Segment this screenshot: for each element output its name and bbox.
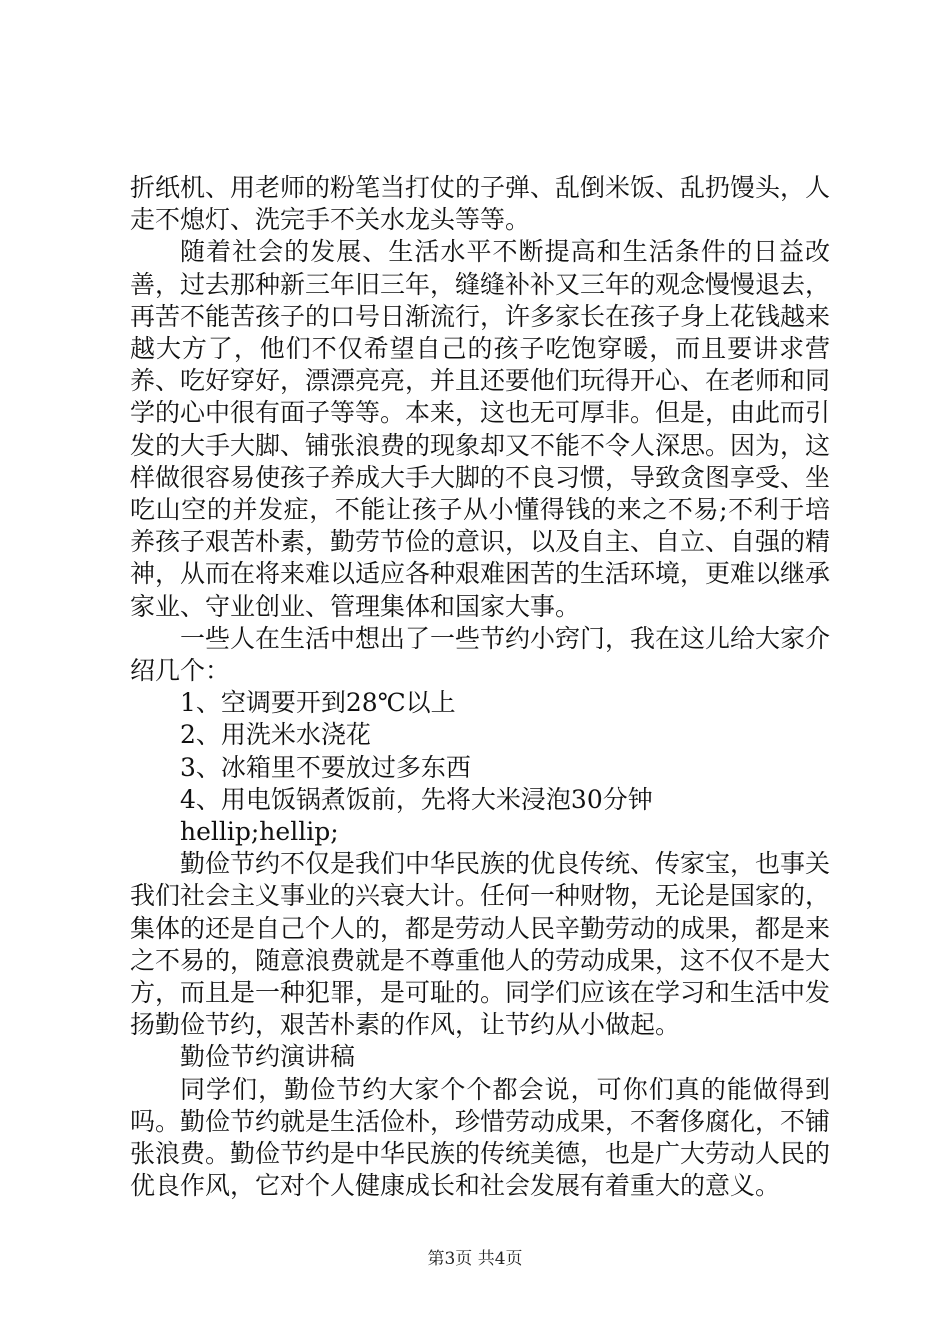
list-item-1: 1、空调要开到28℃以上 (180, 688, 456, 718)
list-item-3: 3、冰箱里不要放过多东西 (180, 752, 471, 782)
section-heading: 勤俭节约演讲稿 (180, 1042, 356, 1072)
paragraph-2: 随着社会的发展、生活水平不断提高和生活条件的日益改善，过去那种新三年旧三年，缝缝补补又三年的观念慢慢退去，再苦不能苦孩子的口号日渐流行，许多家长在孩子身上花钱越来越大方了，他们不仅希望自己的孩子吃饱穿暖，而且要讲求营养、吃好穿好，漂漂亮亮，并且还要他们玩得开心、在老师和同学的心中很有面子等等。本来，这也无可厚非。但是，由此而引发的大手大脚、铺张浪费的现象却又不能不令人深思。因为，这样做很容易使孩子养成大手大脚的不良习惯，导致贪图享受、坐吃山空的并发症，不能让孩子从小懂得钱的来之不易;不利于培养孩子艰苦朴素，勤劳节俭的意识，以及自主、自立、自强的精神，从而在将来难以适应各种艰难困苦的生活环境，更难以继承家业、守业创业、管理集体和国家大事。 (130, 237, 831, 621)
ellipsis-line: hellip;hellip; (180, 817, 339, 847)
document-body (130, 172, 830, 1203)
paragraph-3: 一些人在生活中想出了一些节约小窍门，我在这儿给大家介绍几个： (130, 623, 831, 686)
paragraph-5: 同学们，勤俭节约大家个个都会说，可你们真的能做得到吗。勤俭节约就是生活俭朴，珍惜劳动成果，不奢侈腐化，不铺张浪费。勤俭节约是中华民族的传统美德，也是广大劳动人民的优良作风，它对个人健康成长和社会发展有着重大的意义。 (130, 1074, 831, 1201)
list-item-2: 2、用洗米水浇花 (180, 720, 371, 750)
page-number: 第3页 共4页 (427, 1249, 523, 1269)
paragraph-4: 勤俭节约不仅是我们中华民族的优良传统、传家宝，也事关我们社会主义事业的兴衰大计。任何一种财物，无论是国家的，集体的还是自己个人的，都是劳动人民辛勤劳动的成果，都是来之不易的，随意浪费就是不尊重他人的劳动成果，这不仅不是大方，而且是一种犯罪，是可耻的。同学们应该在学习和生活中发扬勤俭节约，艰苦朴素的作风，让节约从小做起。 (130, 849, 831, 1040)
list-item-4: 4、用电饭锅煮饭前，先将大米浸泡30分钟 (180, 784, 653, 814)
paragraph-1: 折纸机、用老师的粉笔当打仗的子弹、乱倒米饭、乱扔馒头，人走不熄灯、洗完手不关水龙头等等。 (130, 173, 831, 235)
